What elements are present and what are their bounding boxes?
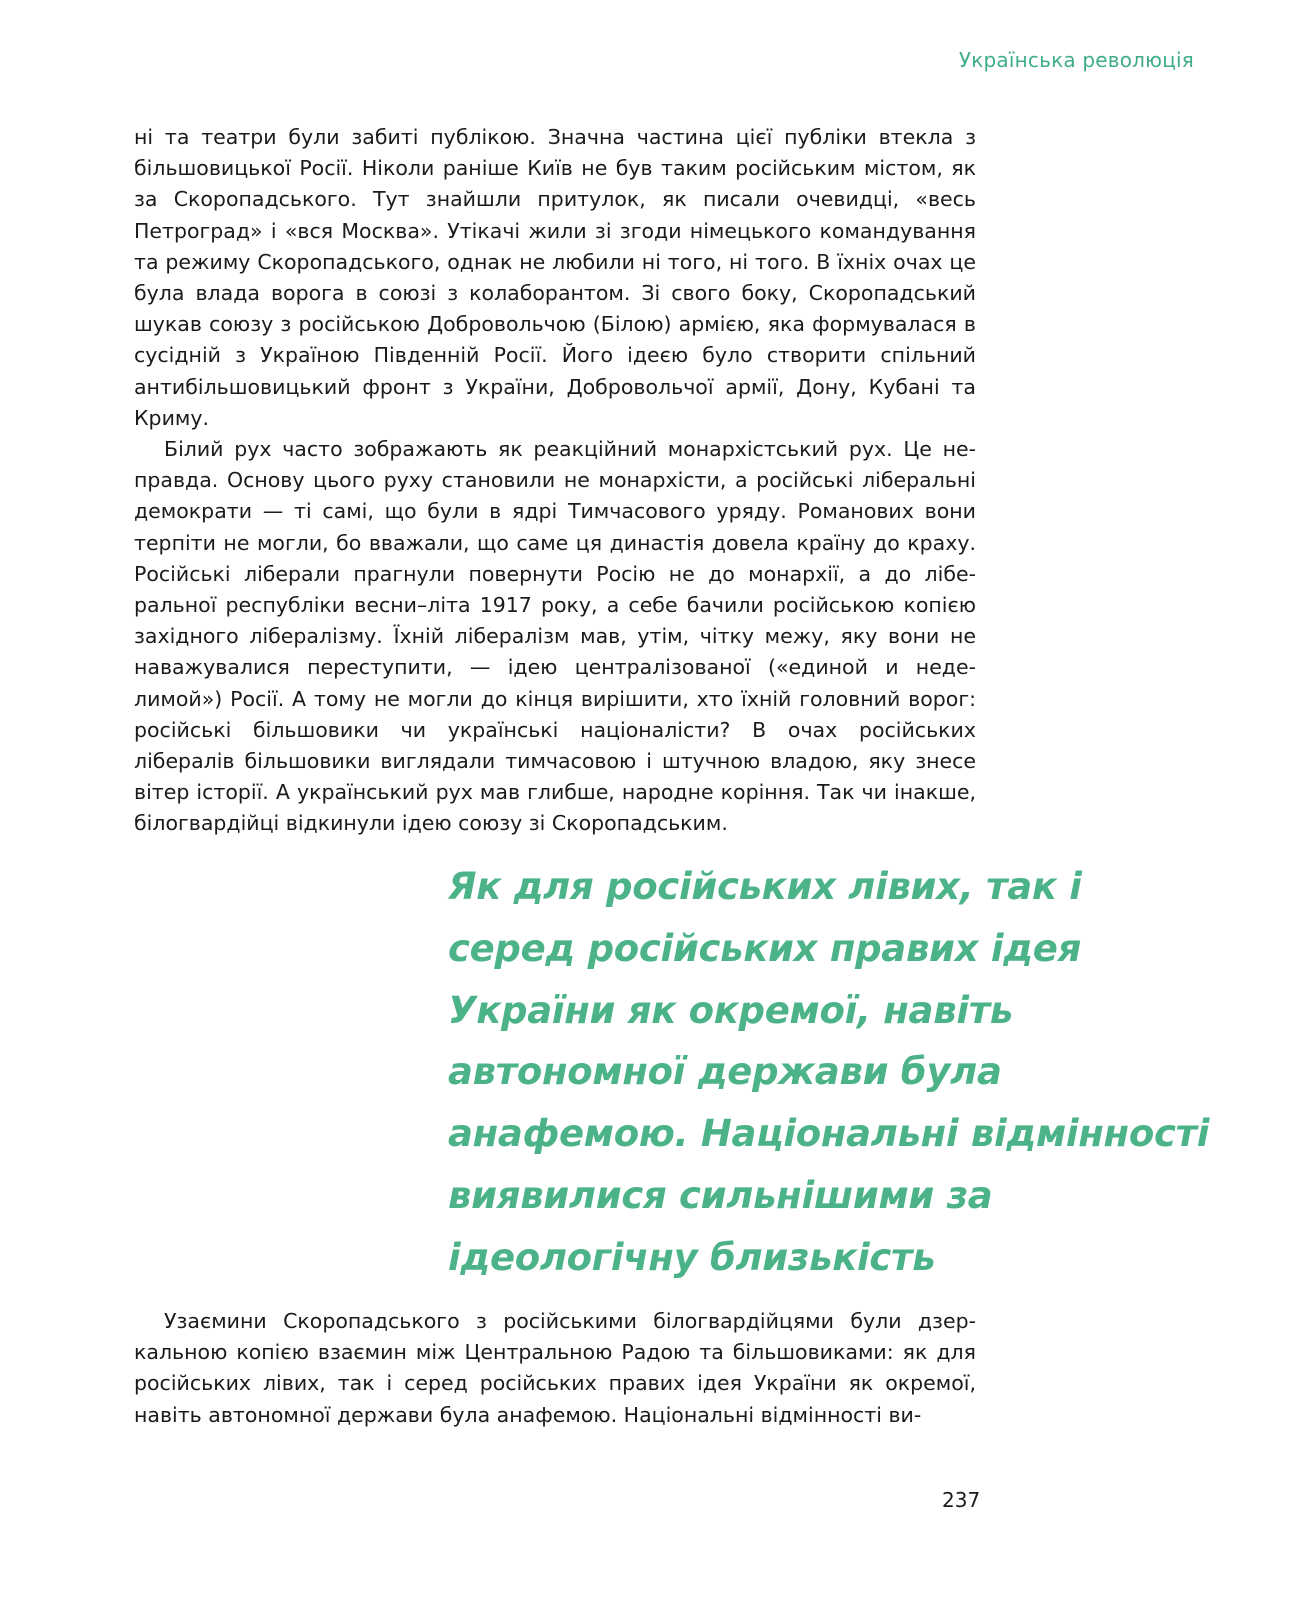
paragraph-relations: Узаємини Скоропадського з російськими білогвардійцями були дзеркальною копією взаємин між Центральною Радою та більшовиками: як для російських лівих, так і серед російських правих ідея України як окремої, навіть автономної держави була анафемою. Національні відмінності ви- xyxy=(134,1309,976,1427)
bottom-text-block xyxy=(134,1306,976,1431)
pull-quote: Як для російських лівих, так і серед російських правих ідея України як окремої, навіть автономної держави була анафемою. Національні відмінності виявилися сильнішими за ідеологічну близькість xyxy=(448,865,1210,1279)
running-header-title: Українська революція xyxy=(958,48,1194,72)
paragraph-white-movement: Білий рух часто зображають як реакційний монархістський рух. Це неправда. Основу цього руху становили не монархісти, а російські ліберальні демократи — ті самі, що були в ядрі Тимчасового уряду. Романових вони терпіти не могли, бо вважали, що саме ця династія довела країну до краху. Російські ліберали прагнули повернути Росію не до монархії, а до ліберальної республіки весни–літа 1917 року, а себе бачили російською копією західного лібералізму. Їхній лібералізм мав, утім, чітку межу, яку вони не наважувалися переступити, — ідею централізованої («единой и неделимой») Росії. А тому не могли до кінця вирішити, хто їхній головний ворог: російські більшовики чи українські націоналісти? В очах російських лібералів більшовики виглядали тимчасовою і штучною владою, яку знесе вітер історії. А український рух мав глибше, народне коріння. Так чи інакше, білогвардійці відкинули ідею союзу зі Скоропадським. xyxy=(134,437,976,836)
main-text-block xyxy=(134,122,976,840)
paragraph-continued: ні та театри були забиті публікою. Значна частина цієї публіки втекла з більшовицької Росії. Ніколи раніше Київ не був таким російським містом, як за Скоропадського. Тут знайшли притулок, як писали очевидці, «весь Петроград» і «вся Москва». Утікачі жили зі згоди німецького командування та режиму Скоропадського, однак не любили ні того, ні того. В їхніх очах це була влада ворога в союзі з колаборантом. Зі свого боку, Скоропадський шукав союзу з російською Добровольчою (Білою) армією, яка формувалася в сусідній з Україною Південній Росії. Його ідеєю було створити спільний антибільшовицький фронт з України, Добровольчої армії, Дону, Кубані та Криму. xyxy=(134,125,976,430)
page-number: 237 xyxy=(942,1488,981,1512)
